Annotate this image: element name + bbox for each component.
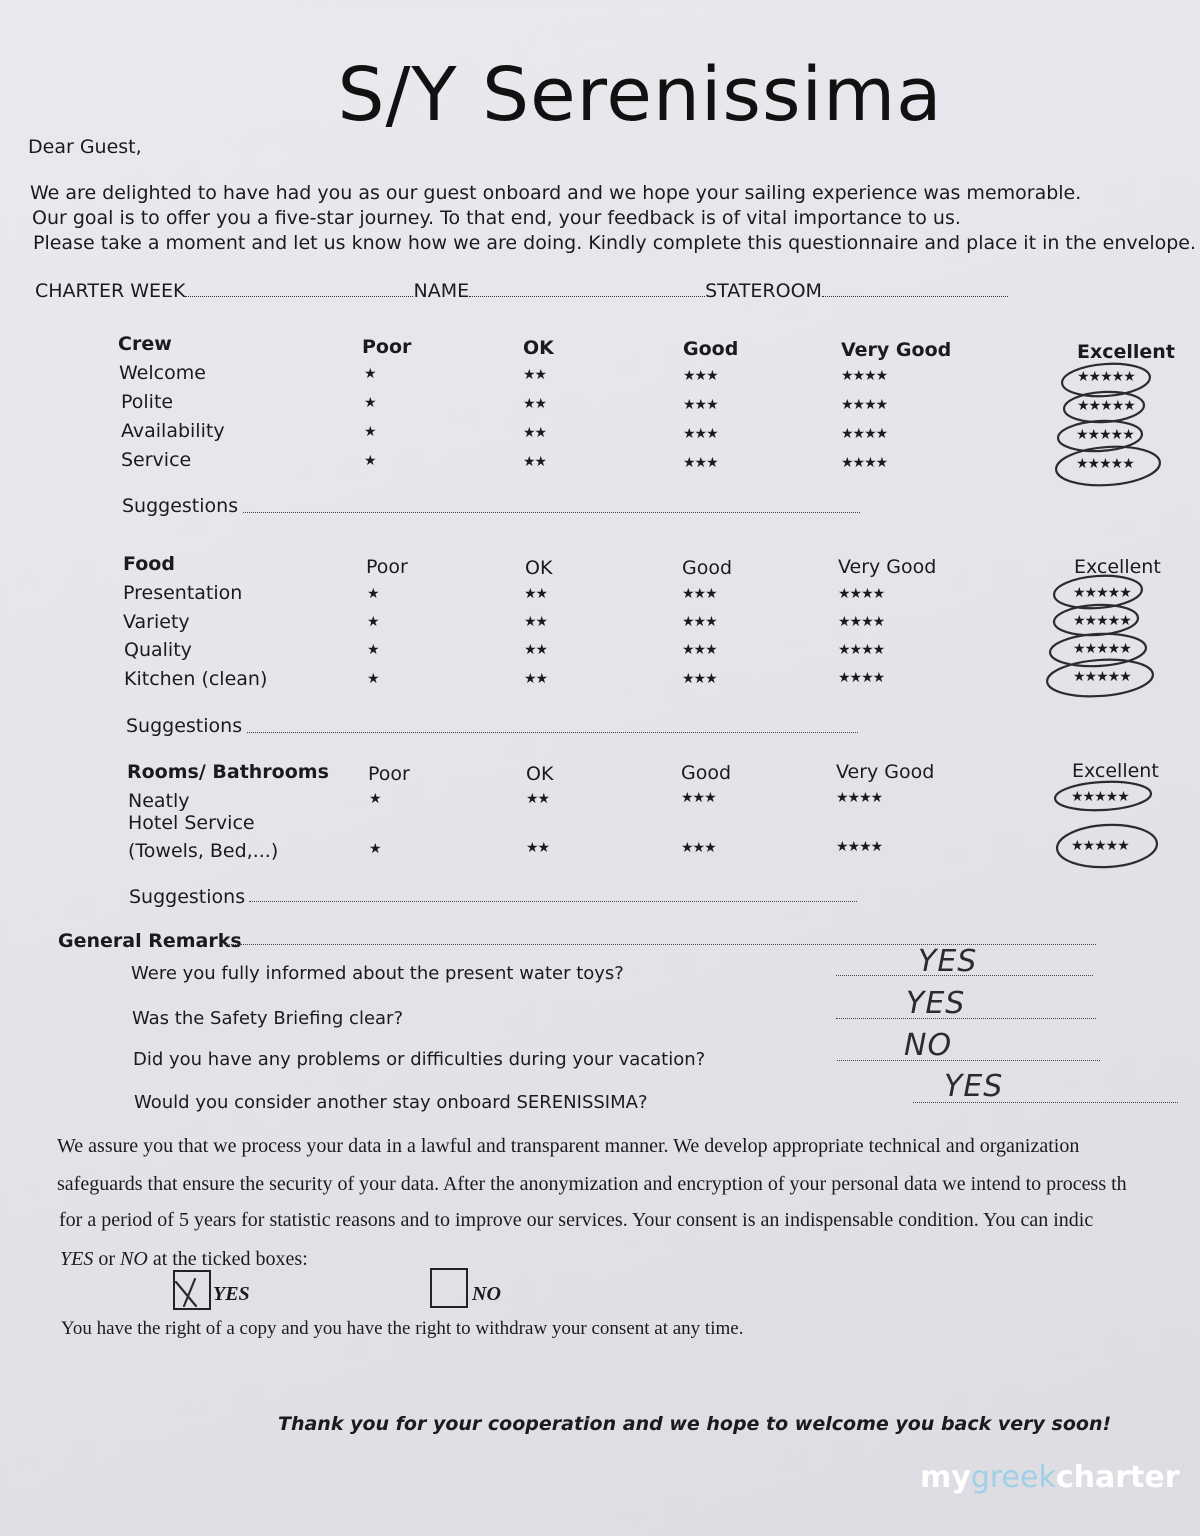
star-2[interactable]: ★★	[524, 586, 548, 602]
col-excellent: Excellent	[1072, 760, 1159, 782]
star-3[interactable]: ★★★	[682, 614, 717, 630]
section-title-rooms: Rooms/ Bathrooms	[127, 761, 329, 783]
excellent-circle	[1056, 822, 1158, 869]
col-poor: Poor	[362, 336, 412, 358]
name-label: NAME	[413, 280, 470, 302]
star-2[interactable]: ★★	[524, 614, 548, 630]
col-good: Good	[683, 338, 739, 360]
star-2[interactable]: ★★	[523, 425, 547, 441]
consent-rest: at the ticked boxes:	[152, 1248, 308, 1270]
suggestions-label-rooms: Suggestions	[129, 886, 246, 908]
star-1[interactable]: ★	[367, 671, 379, 687]
row-label-polite: Polite	[121, 391, 174, 413]
intro-line-2: Our goal is to offer you a five-star journey. To that end, your feedback is of vital importance to us.	[32, 207, 961, 229]
star-5[interactable]: ★★★★★	[1077, 369, 1135, 385]
suggestions-label-crew: Suggestions	[122, 495, 239, 517]
stateroom-label: STATEROOM	[705, 280, 822, 302]
star-4[interactable]: ★★★★	[841, 368, 888, 384]
page-title: S/Y Serenissima	[337, 52, 943, 138]
question-safety-briefing: Was the Safety Briefing clear?	[132, 1008, 404, 1029]
row-label-quality: Quality	[124, 639, 192, 661]
star-1[interactable]: ★	[364, 366, 376, 382]
excellent-circle	[1049, 632, 1147, 669]
question-water-toys: Were you fully informed about the present water toys?	[131, 963, 624, 984]
answer-stay-again: YES	[944, 1069, 1004, 1104]
answer-safety-briefing: YES	[906, 986, 966, 1021]
star-1[interactable]: ★	[367, 586, 379, 602]
consent-line-3: for a period of 5 years for statistic reasons and to improve our services. Your consent is an indispensable condition. You can indic	[59, 1209, 1094, 1231]
thank-you-note: Thank you for your cooperation and we hope to welcome you back very soon!	[278, 1413, 1112, 1435]
star-2[interactable]: ★★	[526, 791, 550, 807]
star-4[interactable]: ★★★★	[838, 670, 885, 686]
col-very-good: Very Good	[836, 761, 935, 783]
row-label-hotel-service: Hotel Service	[128, 812, 255, 834]
row-label-welcome: Welcome	[119, 362, 206, 384]
intro-line-3: Please take a moment and let us know how we are doing. Kindly complete this questionnaire and place it in the envelope.	[33, 232, 1197, 254]
star-3[interactable]: ★★★	[681, 790, 716, 806]
star-2[interactable]: ★★	[523, 396, 547, 412]
section-title-crew: Crew	[118, 333, 172, 355]
consent-line-1: We assure you that we process your data in a lawful and transparent manner. We develop appropriate technical and organization	[57, 1135, 1080, 1157]
consent-withdraw: You have the right of a copy and you have the right to withdraw your consent at any time.	[61, 1318, 744, 1339]
charter-week-label: CHARTER WEEK	[35, 280, 186, 302]
col-poor: Poor	[366, 556, 408, 578]
col-excellent: Excellent	[1077, 341, 1175, 363]
col-poor: Poor	[368, 763, 410, 785]
star-1[interactable]: ★	[367, 642, 379, 658]
star-4[interactable]: ★★★★	[838, 642, 885, 658]
row-label-variety: Variety	[123, 611, 190, 633]
star-1[interactable]: ★	[367, 614, 379, 630]
star-4[interactable]: ★★★★	[841, 397, 888, 413]
no-checkbox-label: NO	[472, 1283, 501, 1305]
col-good: Good	[682, 557, 733, 579]
star-4[interactable]: ★★★★	[838, 586, 885, 602]
row-label-availability: Availability	[121, 420, 225, 442]
star-3[interactable]: ★★★	[682, 671, 717, 687]
star-2[interactable]: ★★	[524, 642, 548, 658]
consent-no-word: NO	[120, 1248, 148, 1270]
question-problems: Did you have any problems or difficulties during your vacation?	[133, 1049, 706, 1070]
section-title-food: Food	[123, 553, 175, 575]
star-3[interactable]: ★★★	[683, 397, 718, 413]
check-mark	[176, 1279, 196, 1306]
consent-line-2: safeguards that ensure the security of your data. After the anonymization and encryption of your personal data we intend to process th	[57, 1173, 1127, 1195]
star-2[interactable]: ★★	[526, 840, 550, 856]
col-very-good: Very Good	[841, 339, 952, 361]
star-3[interactable]: ★★★	[683, 426, 718, 442]
star-1[interactable]: ★	[369, 791, 381, 807]
watermark-logo: mygreekcharter	[920, 1460, 1180, 1495]
col-very-good: Very Good	[838, 556, 937, 578]
row-label-presentation: Presentation	[123, 582, 243, 604]
answer-water-toys: YES	[918, 944, 978, 979]
row-label-service: Service	[121, 449, 192, 471]
question-stay-again: Would you consider another stay onboard SERENISSIMA?	[134, 1092, 648, 1113]
star-4[interactable]: ★★★★	[841, 455, 888, 471]
star-1[interactable]: ★	[364, 395, 376, 411]
col-ok: OK	[526, 763, 554, 785]
star-3[interactable]: ★★★	[683, 368, 718, 384]
consent-yes-word: YES	[60, 1248, 94, 1270]
intro-line-1: We are delighted to have had you as our guest onboard and we hope your sailing experience was memorable.	[30, 182, 1082, 204]
star-1[interactable]: ★	[364, 453, 376, 469]
row-label-towels: (Towels, Bed,...)	[128, 840, 279, 862]
col-ok: OK	[525, 557, 553, 579]
star-5[interactable]: ★★★★★	[1076, 427, 1134, 443]
excellent-circle	[1061, 361, 1151, 399]
star-5[interactable]: ★★★★★	[1073, 585, 1131, 601]
suggestions-label-food: Suggestions	[126, 715, 243, 737]
col-good: Good	[681, 762, 732, 784]
star-2[interactable]: ★★	[523, 367, 547, 383]
star-5[interactable]: ★★★★★	[1071, 838, 1129, 854]
star-4[interactable]: ★★★★	[836, 790, 883, 806]
row-label-kitchen: Kitchen (clean)	[124, 668, 268, 690]
star-3[interactable]: ★★★	[681, 840, 716, 856]
excellent-circle	[1054, 780, 1151, 813]
star-5[interactable]: ★★★★★	[1073, 669, 1131, 685]
star-4[interactable]: ★★★★	[836, 839, 883, 855]
yes-checkbox-label: YES	[213, 1283, 250, 1305]
star-5[interactable]: ★★★★★	[1071, 789, 1129, 805]
col-ok: OK	[523, 337, 554, 359]
consent-or-word: or	[98, 1248, 116, 1270]
star-5[interactable]: ★★★★★	[1073, 613, 1131, 629]
star-3[interactable]: ★★★	[682, 642, 717, 658]
star-1[interactable]: ★	[369, 841, 381, 857]
star-5[interactable]: ★★★★★	[1076, 456, 1134, 472]
star-1[interactable]: ★	[364, 424, 376, 440]
general-remarks-label: General Remarks	[58, 930, 242, 952]
star-5[interactable]: ★★★★★	[1077, 398, 1135, 414]
row-label-neatly: Neatly	[128, 790, 190, 812]
star-4[interactable]: ★★★★	[841, 426, 888, 442]
star-4[interactable]: ★★★★	[838, 614, 885, 630]
star-2[interactable]: ★★	[523, 454, 547, 470]
star-2[interactable]: ★★	[524, 671, 548, 687]
greeting: Dear Guest,	[28, 136, 142, 158]
star-3[interactable]: ★★★	[683, 455, 718, 471]
col-excellent: Excellent	[1074, 556, 1161, 578]
star-3[interactable]: ★★★	[682, 586, 717, 602]
answer-problems: NO	[904, 1028, 953, 1063]
star-5[interactable]: ★★★★★	[1073, 641, 1131, 657]
